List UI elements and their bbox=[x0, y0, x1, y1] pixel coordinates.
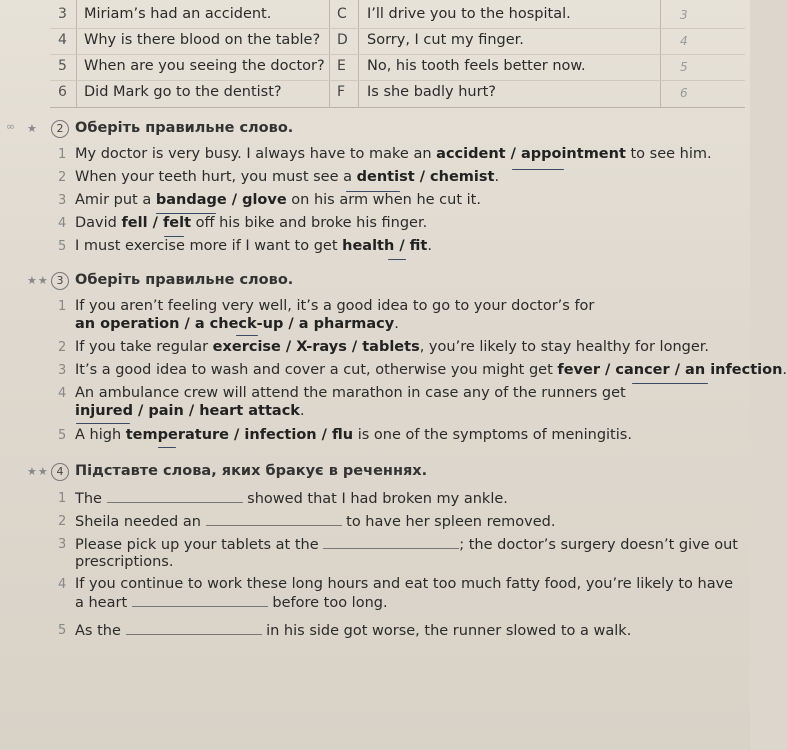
sentence-continuation: prescriptions. bbox=[75, 554, 174, 570]
row-answer: No, his tooth feels better now. bbox=[367, 58, 586, 74]
difficulty-stars: ★ bbox=[27, 122, 38, 135]
item-number: 2 bbox=[58, 170, 67, 185]
word-choice[interactable]: injured / pain / heart attack bbox=[75, 403, 300, 419]
row-number: 6 bbox=[58, 84, 67, 100]
pen-underline bbox=[156, 213, 216, 214]
exercise-title: Оберіть правильне слово. bbox=[75, 120, 294, 136]
difficulty-stars: ★★ bbox=[27, 274, 49, 287]
sentence: My doctor is very busy. I always have to make an accident / appointment to see him. bbox=[75, 146, 712, 162]
row-letter: D bbox=[337, 32, 348, 48]
matching-table bbox=[50, 0, 745, 108]
row-question: Did Mark go to the dentist? bbox=[84, 84, 282, 100]
row-question: Why is there blood on the table? bbox=[84, 32, 321, 48]
item-number: 4 bbox=[58, 216, 67, 231]
word-choice[interactable]: health / fit bbox=[342, 238, 428, 254]
row-number: 3 bbox=[58, 6, 67, 22]
handwritten-number: 3 bbox=[680, 8, 688, 22]
item-number: 4 bbox=[58, 577, 67, 592]
pen-underline bbox=[158, 447, 176, 448]
item-number: 1 bbox=[58, 491, 67, 506]
exercise-number: 4 bbox=[51, 463, 69, 481]
sentence: I must exercise more if I want to get health / fit. bbox=[75, 238, 432, 254]
sentence: The showed that I had broken my ankle. bbox=[75, 491, 508, 507]
sentence: An ambulance crew will attend the marathon in case any of the runners get bbox=[75, 385, 626, 401]
answer-blank[interactable] bbox=[132, 594, 268, 607]
item-number: 3 bbox=[58, 363, 67, 378]
item-number: 5 bbox=[58, 428, 67, 443]
pen-underline bbox=[236, 335, 258, 336]
sentence-continuation: a heart before too long. bbox=[75, 595, 388, 611]
word-choice[interactable]: temperature / infection / flu bbox=[125, 427, 354, 443]
sentence: Please pick up your tablets at the ; the doctor’s surgery doesn’t give out bbox=[75, 537, 738, 553]
pen-underline bbox=[164, 236, 184, 237]
item-number: 4 bbox=[58, 386, 67, 401]
word-choice[interactable]: fever / cancer / an infection bbox=[557, 362, 783, 378]
item-number: 3 bbox=[58, 537, 67, 552]
row-question: When are you seeing the doctor? bbox=[84, 58, 325, 74]
word-choice[interactable]: bandage / glove bbox=[155, 192, 287, 208]
sentence: Amir put a bandage / glove on his arm when he cut it. bbox=[75, 192, 481, 208]
row-number: 4 bbox=[58, 32, 67, 48]
sentence: If you aren’t feeling very well, it’s a good idea to go to your doctor’s for bbox=[75, 298, 595, 314]
item-number: 2 bbox=[58, 340, 67, 355]
word-choice[interactable]: exercise / X-rays / tablets bbox=[212, 339, 420, 355]
row-question: Miriam’s had an accident. bbox=[84, 6, 272, 22]
word-choice[interactable]: an operation / a check-up / a pharmacy bbox=[75, 316, 395, 332]
item-number: 2 bbox=[58, 514, 67, 529]
table-row bbox=[50, 54, 745, 80]
answer-blank[interactable] bbox=[126, 622, 262, 635]
exercise-2-header bbox=[0, 120, 750, 142]
link-icon: ∞ bbox=[6, 120, 16, 133]
sentence: When your teeth hurt, you must see a dentist / chemist. bbox=[75, 169, 500, 185]
handwritten-number: 5 bbox=[680, 60, 688, 74]
handwritten-number: 4 bbox=[680, 34, 688, 48]
item-number: 1 bbox=[58, 299, 67, 314]
row-letter: F bbox=[337, 84, 346, 100]
row-answer: Is she badly hurt? bbox=[367, 84, 496, 100]
row-answer: I’ll drive you to the hospital. bbox=[367, 6, 571, 22]
exercise-4-header bbox=[0, 463, 750, 485]
pen-underline bbox=[512, 169, 564, 170]
exercise-title: Оберіть правильне слово. bbox=[75, 272, 294, 288]
word-choice[interactable]: fell / felt bbox=[121, 215, 192, 231]
sentence: If you take regular exercise / X-rays / tablets, you’re likely to stay healthy for longer. bbox=[75, 339, 710, 355]
pen-underline bbox=[76, 423, 130, 424]
sentence: As the in his side got worse, the runner slowed to a walk. bbox=[75, 623, 632, 639]
sentence-continuation: injured / pain / heart attack. bbox=[75, 403, 305, 419]
answer-blank[interactable] bbox=[107, 490, 243, 503]
item-number: 5 bbox=[58, 623, 67, 638]
pen-underline bbox=[388, 259, 406, 260]
table-row bbox=[50, 80, 745, 106]
item-number: 1 bbox=[58, 147, 67, 162]
row-answer: Sorry, I cut my finger. bbox=[367, 32, 524, 48]
item-number: 3 bbox=[58, 193, 67, 208]
row-number: 5 bbox=[58, 58, 67, 74]
difficulty-stars: ★★ bbox=[27, 465, 49, 478]
pen-underline bbox=[632, 383, 708, 384]
exercise-number: 2 bbox=[51, 120, 69, 138]
sentence: Sheila needed an to have her spleen removed. bbox=[75, 514, 556, 530]
sentence: If you continue to work these long hours and eat too much fatty food, you’re likely to have bbox=[75, 576, 734, 592]
exercise-title: Підставте слова, яких бракує в реченнях. bbox=[75, 463, 428, 479]
word-choice[interactable]: dentist / chemist bbox=[356, 169, 495, 185]
sentence: A high temperature / infection / flu is one of the symptoms of meningitis. bbox=[75, 427, 632, 443]
exercise-3-header bbox=[0, 272, 750, 294]
table-row bbox=[50, 28, 745, 54]
table-row bbox=[50, 2, 745, 28]
sentence-continuation: an operation / a check-up / a pharmacy. bbox=[75, 316, 399, 332]
sentence: It’s a good idea to wash and cover a cut, otherwise you might get fever / cancer / an infection. bbox=[75, 362, 787, 378]
answer-blank[interactable] bbox=[323, 536, 459, 549]
handwritten-number: 6 bbox=[680, 86, 688, 100]
word-choice[interactable]: accident / appointment bbox=[436, 146, 626, 162]
answer-blank[interactable] bbox=[206, 513, 342, 526]
row-letter: C bbox=[337, 6, 347, 22]
item-number: 5 bbox=[58, 239, 67, 254]
sentence: David fell / felt off his bike and broke his finger. bbox=[75, 215, 428, 231]
exercise-number: 3 bbox=[51, 272, 69, 290]
row-letter: E bbox=[337, 58, 346, 74]
